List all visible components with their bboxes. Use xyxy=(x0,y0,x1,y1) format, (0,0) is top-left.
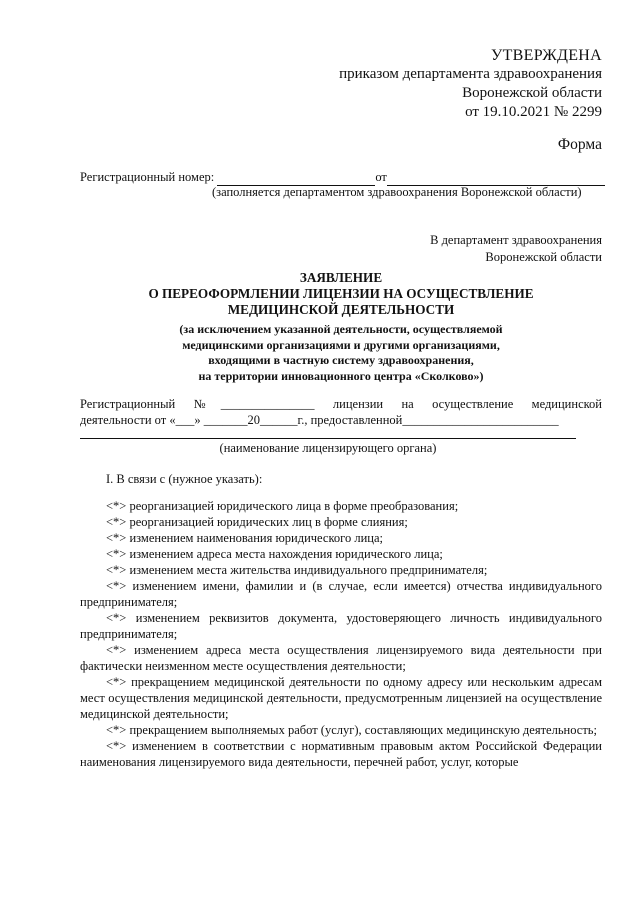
heading-sub-3: входящими в частную систему здравоохранения, xyxy=(208,353,474,367)
list-item[interactable]: <*> изменением адреса места осуществления лицензируемого вида деятельности при фактически неизменном месте осуществления деятельности; xyxy=(80,643,602,673)
heading-line-2: О ПЕРЕОФОРМЛЕНИИ ЛИЦЕНЗИИ НА ОСУЩЕСТВЛЕНИЕ xyxy=(148,286,534,301)
list-item[interactable]: <*> изменением наименования юридического лица; xyxy=(106,531,383,545)
heading-sub-4: на территории инновационного центра «Сколково») xyxy=(198,368,484,383)
list-item[interactable]: <*> реорганизацией юридических лиц в форме слияния; xyxy=(106,515,408,529)
addressee-line-2: Воронежской области xyxy=(485,250,602,264)
form-label: Форма xyxy=(557,136,602,153)
registration-from-label: от xyxy=(375,170,387,184)
list-item[interactable]: <*> прекращением выполняемых работ (услуг), составляющих медицинскую деятельность; xyxy=(106,723,597,737)
registration-row xyxy=(80,170,605,186)
heading-subtitle xyxy=(80,322,602,384)
heading-title: ЗАЯВЛЕНИЕ xyxy=(299,270,383,285)
addressee-line-1: В департамент здравоохранения xyxy=(430,233,602,247)
heading-sub-2: медицинскими организациями и другими организациями, xyxy=(182,337,500,352)
license-line-2: деятельности от «___» _______20______г., предоставленной_________________________ xyxy=(80,413,559,427)
license-line-1: Регистрационный №_______________ лицензии на осуществление медицинской xyxy=(80,397,602,411)
list-item[interactable]: <*> изменением имени, фамилии и (в случае, если имеется) отчества индивидуального предпринимателя; xyxy=(80,579,602,609)
heading-sub-1: (за исключением указанной деятельности, осуществляемой xyxy=(179,322,503,336)
reasons-list xyxy=(80,498,602,770)
registration-number-field[interactable] xyxy=(217,170,375,186)
list-item[interactable]: <*> реорганизацией юридического лица в форме преобразования; xyxy=(106,499,459,513)
list-item[interactable]: <*> изменением реквизитов документа, удостоверяющего личность индивидуального предпринимателя; xyxy=(80,611,602,641)
approval-line-1: приказом департамента здравоохранения xyxy=(339,66,602,82)
approval-line-2: Воронежской области xyxy=(462,85,602,101)
section-1-intro: I. В связи с (нужное указать): xyxy=(106,472,263,486)
approval-line-3: от 19.10.2021 № 2299 xyxy=(465,104,602,120)
registration-label: Регистрационный номер: xyxy=(80,170,215,184)
list-item[interactable]: <*> изменением в соответствии с нормативным правовым актом Российской Федерации наименования лицензируемого вида деятельности, перечней работ, услуг, которые xyxy=(80,739,602,769)
document-heading xyxy=(80,270,602,318)
addressee-block xyxy=(430,232,602,266)
heading-line-3: МЕДИЦИНСКОЙ ДЕЯТЕЛЬНОСТИ xyxy=(227,302,455,317)
list-item[interactable]: <*> изменением места жительства индивидуального предпринимателя; xyxy=(106,563,488,577)
registration-date-field[interactable] xyxy=(387,170,605,186)
approval-title: УТВЕРЖДЕНА xyxy=(490,47,602,64)
licensing-authority-note: (наименование лицензирующего органа) xyxy=(219,441,437,455)
registration-note: (заполняется департаментом здравоохранения Воронежской области) xyxy=(212,185,582,199)
list-item[interactable]: <*> изменением адреса места нахождения юридического лица; xyxy=(106,547,443,561)
list-item[interactable]: <*> прекращением медицинской деятельности по одному адресу или нескольким адресам мест осуществления медицинской деятельности, предусмотренным лицензией на осуществление медицинской деятельности; xyxy=(80,675,602,721)
licensing-authority-field[interactable] xyxy=(80,438,576,439)
approval-stamp xyxy=(339,46,602,122)
